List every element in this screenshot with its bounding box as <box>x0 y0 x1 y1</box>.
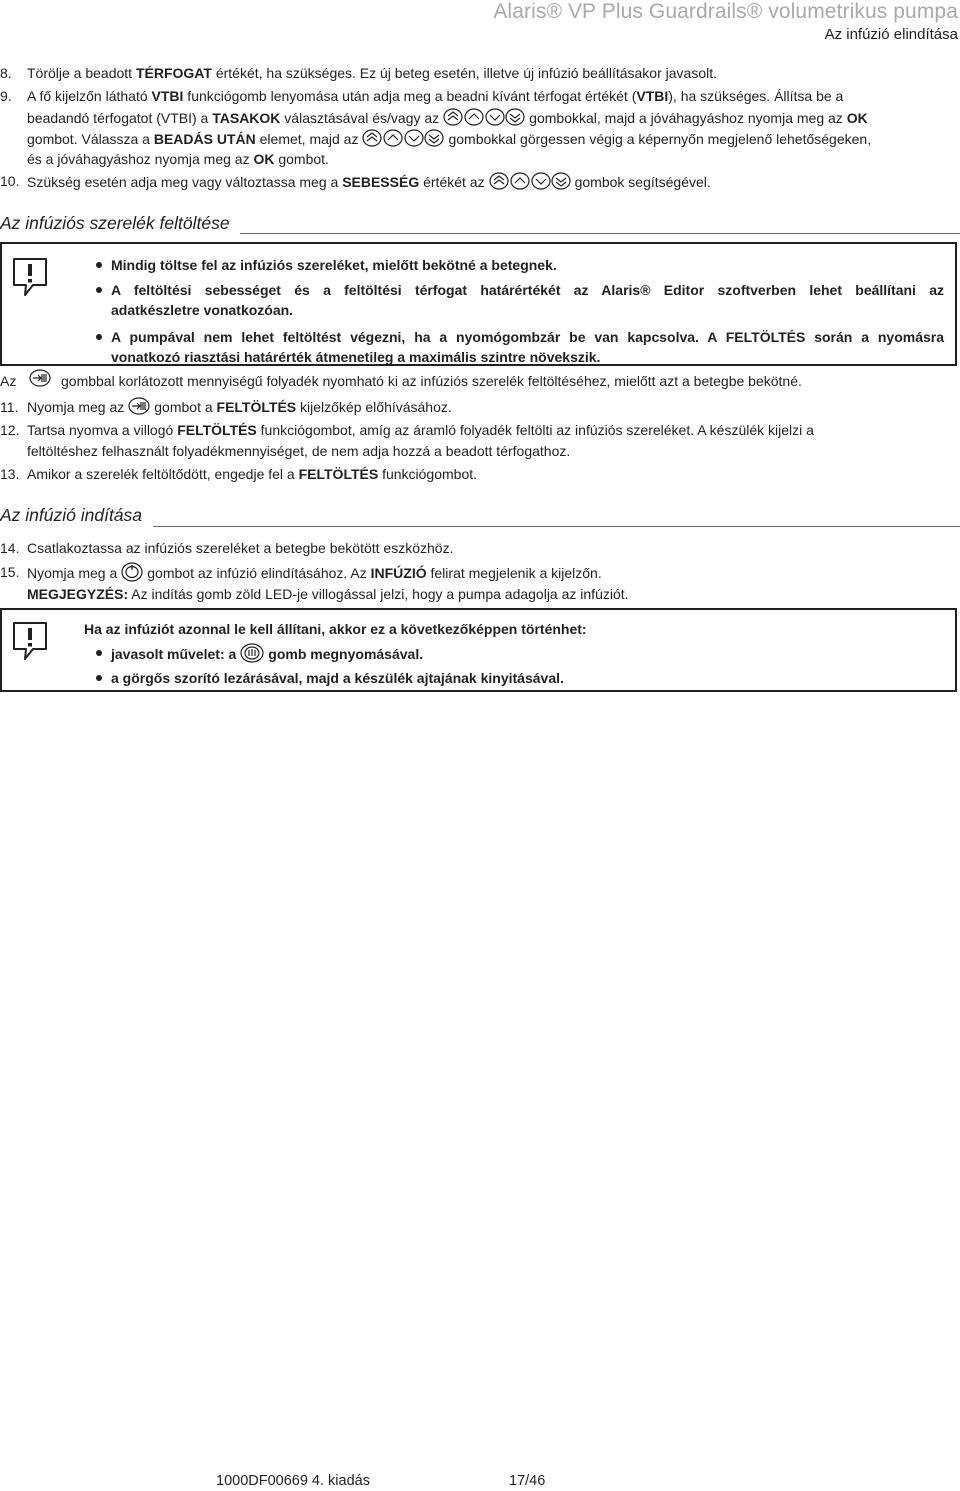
step-number: 13. <box>0 466 20 482</box>
footer-page-number: 17/46 <box>509 1473 546 1489</box>
step-text: gombot a <box>154 399 217 416</box>
warning-bullet <box>96 668 946 688</box>
step-text: Nyomja meg a <box>27 565 118 582</box>
step-text: Amikor a szerelék feltöltődött, engedje fel a <box>27 466 299 482</box>
header-title: Alaris® VP Plus Guardrails® volumetrikus pumpa <box>493 0 958 23</box>
bullet-text: A pumpával nem lehet feltöltést végezni, ha a nyomógombzár be van kapcsolva. A FELTÖLTÉS során a nyomásra <box>111 329 944 345</box>
step-number: 15. <box>0 564 20 580</box>
bullet-text: Mindig töltse fel az infúziós szereléket, mielőtt bekötné a betegnek. <box>111 257 557 273</box>
bullet-text: gomb megnyomásával. <box>268 646 424 663</box>
step-text: A fő kijelzőn látható <box>27 88 152 104</box>
warning-box-priming <box>0 242 957 366</box>
section-rule <box>240 233 960 234</box>
keyword: TASAKOK <box>212 110 281 127</box>
step-text: Szükség esetén adja meg vagy változtassa meg a <box>27 174 343 191</box>
step-number: 14. <box>0 540 20 556</box>
bullet-text: javasolt művelet: a <box>111 646 237 663</box>
warning-bullet <box>96 327 946 367</box>
footer-document-id: 1000DF00669 4. kiadás <box>216 1473 370 1489</box>
prime-button-icon <box>29 369 51 392</box>
step-text: gombot. Válassza a <box>27 131 154 148</box>
step-text: Az <box>0 373 17 389</box>
prime-button-icon <box>128 397 150 420</box>
keyword: TÉRFOGAT <box>135 65 212 81</box>
step-number: 11. <box>0 399 19 415</box>
bullet-text: A feltöltési sebességet és a feltöltési térfogat határértékét az Alaris® Editor szoftverben lehet beállítani az <box>111 282 944 298</box>
step-text: funkciógomb lenyomása után adja meg a beadni kívánt térfogat értékét ( <box>183 88 637 104</box>
warning-bullet <box>96 255 946 275</box>
warning-icon <box>11 620 49 665</box>
step-number: 12. <box>0 422 20 438</box>
bullet-dot <box>96 262 102 268</box>
step-text: Csatlakoztassa az infúziós szereléket a betegbe bekötött eszközhöz. <box>27 540 454 556</box>
keyword: VTBI <box>151 88 184 104</box>
step-number: 10. <box>0 173 20 189</box>
step-text: beadandó térfogatot (VTBI) a <box>27 110 213 127</box>
step-text: gombot. <box>274 151 329 167</box>
keyword: SEBESSÉG <box>342 174 420 191</box>
bullet-dot <box>96 650 102 656</box>
bullet-dot <box>96 675 102 681</box>
keyword: OK <box>846 110 868 127</box>
warning-heading <box>84 619 944 639</box>
keyword: FELTÖLTÉS <box>298 466 379 482</box>
step-number: 8. <box>0 65 12 81</box>
step-text: gombbal korlátozott mennyiségű folyadék nyomható ki az infúziós szerelék feltöltéséhez, mielőtt azt a betegbe bekötné. <box>61 373 802 389</box>
bullet-text: a görgős szorító lezárásával, majd a készülék ajtajának kinyitásával. <box>111 670 564 686</box>
keyword: FELTÖLTÉS <box>177 422 257 438</box>
keyword: INFÚZIÓ <box>370 565 427 582</box>
bullet-text: adatkészletre vonatkozóan. <box>111 302 294 318</box>
step-text: funkciógombot. <box>378 466 478 482</box>
bullet-dot <box>96 287 102 293</box>
bullet-dot <box>96 334 102 340</box>
step-text: gombokkal görgessen végig a képernyőn megjelenő lehetőségeken, <box>448 131 872 148</box>
keyword: VTBI <box>636 88 669 104</box>
step-text: és a jóváhagyáshoz nyomja meg az <box>27 151 254 167</box>
step-text: értékét az <box>419 174 485 191</box>
step-text: funkciógombot, amíg az áramló folyadék feltölti az infúziós szereléket. A készülék kijelzi a <box>256 422 814 438</box>
warning-bullet <box>96 280 946 320</box>
warning-box-stop <box>0 608 957 692</box>
step-text: gombok segítségével. <box>574 174 711 191</box>
header-subtitle: Az infúzió elindítása <box>824 26 958 43</box>
step-text: gombot az infúzió elindításához. Az <box>147 565 371 582</box>
section-rule <box>153 526 960 527</box>
keyword: BEADÁS UTÁN <box>153 131 256 148</box>
step-text: gombokkal, majd a jóváhagyáshoz nyomja meg az <box>529 110 847 127</box>
note-text: Az indítás gomb zöld LED-je villogással jelzi, hogy a pumpa adagolja az infúziót. <box>128 586 629 602</box>
step-text: kijelzőkép előhívásához. <box>296 399 452 416</box>
step-text: választásával és/vagy az <box>280 110 440 127</box>
keyword: OK <box>253 151 275 167</box>
keyword: FELTÖLTÉS <box>216 399 297 416</box>
bullet-text: vonatkozó riasztási határérték átmenetileg a maximális szintre növekszik. <box>111 349 601 365</box>
warning-bullet <box>96 643 946 665</box>
step-text: felirat megjelenik a kijelzőn. <box>426 565 602 582</box>
step-text: Nyomja meg az <box>27 399 125 416</box>
stop-button-icon <box>240 643 264 668</box>
section-title-start: Az infúzió indítása <box>0 505 143 525</box>
double-up-up-down-double-down-icon <box>489 171 571 196</box>
step-text: Törölje a beadott <box>27 65 136 81</box>
step-text: feltöltéshez felhasznált folyadékmennyiséget, de nem adja hozzá a beadott térfogathoz. <box>27 443 571 459</box>
double-up-up-down-double-down-icon <box>362 128 444 153</box>
warning-icon <box>11 256 49 301</box>
step-text: elemet, majd az <box>255 131 359 148</box>
step-text: értékét, ha szükséges. Ez új beteg esetén, illetve új infúzió beállításakor javasolt. <box>211 65 717 81</box>
step-number: 9. <box>0 88 12 104</box>
step-text: ), ha szükséges. Állítsa be a <box>668 88 844 104</box>
warning-heading-text: Ha az infúziót azonnal le kell állítani, akkor ez a következőképpen történhet: <box>84 621 587 637</box>
section-title-priming: Az infúziós szerelék feltöltése <box>0 213 230 233</box>
note-label: MEGJEGYZÉS: <box>27 586 129 602</box>
step-text: Tartsa nyomva a villogó <box>27 422 178 438</box>
